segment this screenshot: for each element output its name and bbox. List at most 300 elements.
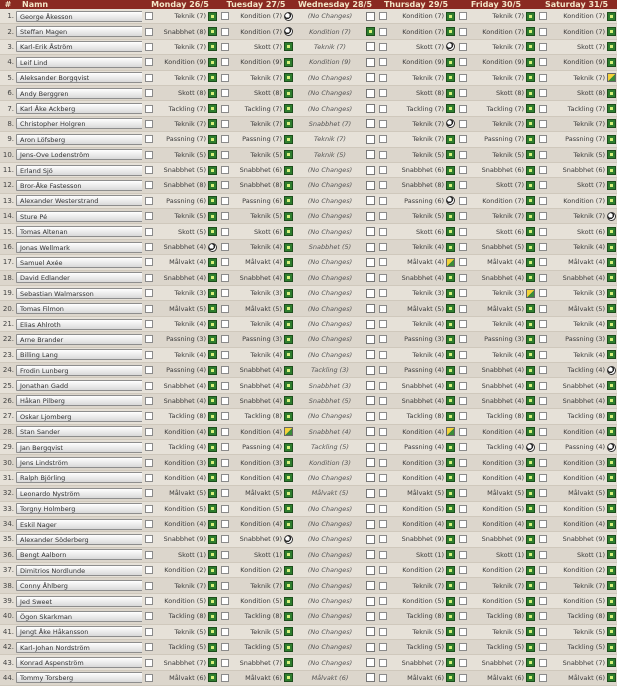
player-name-button[interactable]: Christopher Holgren (16, 118, 142, 129)
training-label[interactable]: Skott (6) (253, 227, 282, 236)
training-label[interactable]: Målvakt (5) (169, 304, 206, 313)
training-label[interactable]: Tackling (8) (406, 612, 444, 621)
training-label[interactable]: Kondition (9) (240, 58, 282, 67)
training-label[interactable]: Tackling (8) (244, 412, 282, 421)
training-checkbox[interactable] (379, 351, 387, 359)
training-checkbox[interactable] (221, 382, 229, 390)
training-pad-icon[interactable] (526, 643, 535, 652)
training-pad-icon[interactable] (284, 566, 293, 575)
training-checkbox[interactable] (379, 28, 387, 36)
training-label[interactable]: Teknik (4) (492, 350, 524, 359)
player-name-button[interactable]: Jonathan Gadd (16, 380, 142, 391)
training-label[interactable]: (No Changes) (307, 504, 353, 513)
training-label[interactable]: Teknik (3) (174, 289, 206, 298)
training-pad-icon[interactable] (607, 520, 616, 529)
training-label[interactable]: (No Changes) (307, 227, 353, 236)
training-pad-icon[interactable] (607, 658, 616, 667)
training-label[interactable]: Teknik (7) (492, 212, 524, 221)
training-pad-icon[interactable] (607, 196, 616, 205)
training-label[interactable]: (No Changes) (307, 335, 353, 344)
training-label[interactable]: Kondition (3) (563, 458, 605, 467)
player-name-button[interactable]: Torgny Holmberg (16, 503, 142, 514)
training-pad-icon[interactable] (446, 366, 455, 375)
training-checkbox[interactable] (539, 58, 547, 66)
player-name-button[interactable]: Tomas Altenan (16, 226, 142, 237)
training-checkbox[interactable] (539, 74, 547, 82)
training-checkbox[interactable] (459, 643, 467, 651)
training-label[interactable]: Skott (7) (415, 42, 444, 51)
training-checkbox[interactable] (379, 397, 387, 405)
training-pad-icon[interactable] (607, 350, 616, 359)
training-checkbox[interactable] (379, 412, 387, 420)
training-pad-icon[interactable] (446, 643, 455, 652)
training-pad-icon[interactable] (526, 42, 535, 51)
training-checkbox[interactable] (539, 166, 547, 174)
training-checkbox[interactable] (459, 566, 467, 574)
training-pad-icon[interactable] (284, 289, 293, 298)
training-pad-icon[interactable] (284, 273, 293, 282)
training-checkbox[interactable] (459, 443, 467, 451)
blank-document-icon[interactable] (366, 320, 375, 329)
training-label[interactable]: Kondition (7) (402, 27, 444, 36)
player-name-button[interactable]: Samuel Axée (16, 257, 142, 268)
training-checkbox[interactable] (459, 412, 467, 420)
training-checkbox[interactable] (539, 135, 547, 143)
training-label[interactable]: Teknik (5) (412, 627, 444, 636)
football-icon[interactable] (526, 443, 535, 452)
training-label[interactable]: Kondition (7) (563, 12, 605, 21)
training-label[interactable]: Målvakt (5) (311, 489, 349, 498)
training-label[interactable]: Kondition (4) (482, 520, 524, 529)
training-pad-icon[interactable] (607, 627, 616, 636)
training-pad-icon[interactable] (208, 489, 217, 498)
training-checkbox[interactable] (221, 274, 229, 282)
training-pad-icon[interactable] (607, 27, 616, 36)
training-checkbox[interactable] (459, 535, 467, 543)
training-checkbox[interactable] (221, 181, 229, 189)
training-pad-icon[interactable] (446, 658, 455, 667)
training-pad-icon[interactable] (446, 289, 455, 298)
football-icon[interactable] (607, 212, 616, 221)
training-label[interactable]: Passning (7) (484, 135, 524, 144)
training-checkbox[interactable] (145, 274, 153, 282)
training-checkbox[interactable] (145, 520, 153, 528)
training-checkbox[interactable] (379, 74, 387, 82)
training-label[interactable]: Snabbhet (8) (163, 27, 206, 36)
training-checkbox[interactable] (145, 535, 153, 543)
training-label[interactable]: Kondition (4) (164, 473, 206, 482)
training-checkbox[interactable] (539, 551, 547, 559)
training-pad-icon[interactable] (284, 443, 293, 452)
blank-document-icon[interactable] (366, 181, 375, 190)
training-label[interactable]: Målvakt (4) (407, 258, 444, 267)
training-label[interactable]: Kondition (2) (402, 566, 444, 575)
training-checkbox[interactable] (145, 566, 153, 574)
training-label[interactable]: Målvakt (4) (245, 258, 282, 267)
training-pad-icon[interactable] (446, 504, 455, 513)
training-label[interactable]: Skott (1) (415, 550, 444, 559)
training-label[interactable]: Teknik (5) (573, 627, 605, 636)
player-name-button[interactable]: Jens-Ove Lodenström (16, 149, 142, 160)
training-checkbox[interactable] (379, 212, 387, 220)
training-pad-icon[interactable] (446, 320, 455, 329)
training-flag-icon[interactable] (446, 427, 455, 436)
blank-document-icon[interactable] (366, 273, 375, 282)
training-pad-icon[interactable] (446, 350, 455, 359)
player-name-button[interactable]: Andy Berggren (16, 88, 142, 99)
training-checkbox[interactable] (145, 28, 153, 36)
training-checkbox[interactable] (539, 258, 547, 266)
player-name-button[interactable]: Alexander Söderberg (16, 534, 142, 545)
training-flag-icon[interactable] (446, 258, 455, 267)
training-checkbox[interactable] (221, 412, 229, 420)
training-pad-icon[interactable] (446, 381, 455, 390)
training-checkbox[interactable] (539, 443, 547, 451)
training-pad-icon[interactable] (446, 335, 455, 344)
training-label[interactable]: Målvakt (5) (568, 304, 605, 313)
training-label[interactable]: Skott (8) (415, 89, 444, 98)
training-checkbox[interactable] (145, 166, 153, 174)
training-label[interactable]: Snabbhet (4) (481, 396, 524, 405)
training-label[interactable]: Målvakt (4) (487, 258, 524, 267)
player-name-button[interactable]: Jonas Wellmark (16, 242, 142, 253)
training-checkbox[interactable] (539, 428, 547, 436)
training-label[interactable]: (No Changes) (307, 89, 353, 98)
training-checkbox[interactable] (221, 489, 229, 497)
blank-document-icon[interactable] (366, 504, 375, 513)
player-name-button[interactable]: Billing Lang (16, 349, 142, 360)
training-pad-icon[interactable] (526, 627, 535, 636)
training-pad-icon[interactable] (607, 396, 616, 405)
player-name-button[interactable]: Jens Lindström (16, 457, 142, 468)
training-checkbox[interactable] (459, 551, 467, 559)
training-checkbox[interactable] (379, 428, 387, 436)
training-pad-icon[interactable] (526, 104, 535, 113)
training-checkbox[interactable] (221, 397, 229, 405)
training-label[interactable]: Målvakt (5) (487, 489, 524, 498)
training-pad-icon[interactable] (208, 58, 217, 67)
training-label[interactable]: Skott (8) (253, 89, 282, 98)
training-label[interactable]: Snabbhet (4) (163, 243, 206, 252)
training-label[interactable]: Skott (1) (576, 550, 605, 559)
training-checkbox[interactable] (145, 105, 153, 113)
training-pad-icon[interactable] (607, 104, 616, 113)
training-pad-icon[interactable] (526, 166, 535, 175)
training-pad-icon[interactable] (284, 42, 293, 51)
training-pad-icon[interactable] (446, 535, 455, 544)
training-pad-icon[interactable] (284, 73, 293, 82)
training-pad-icon[interactable] (208, 89, 217, 98)
training-checkbox[interactable] (379, 582, 387, 590)
blank-document-icon[interactable] (366, 520, 375, 529)
training-checkbox[interactable] (539, 289, 547, 297)
football-icon[interactable] (446, 42, 455, 51)
training-label[interactable]: Snabbhet (4) (308, 427, 352, 436)
training-checkbox[interactable] (145, 120, 153, 128)
training-pad-icon[interactable] (526, 550, 535, 559)
training-pad-icon[interactable] (208, 443, 217, 452)
training-pad-icon[interactable] (284, 320, 293, 329)
football-icon[interactable] (284, 535, 293, 544)
training-label[interactable]: Teknik (5) (174, 150, 206, 159)
training-pad-icon[interactable] (208, 366, 217, 375)
player-name-button[interactable]: Aleksander Borgqvist (16, 72, 142, 83)
football-icon[interactable] (284, 12, 293, 21)
training-label[interactable]: Målvakt (4) (169, 258, 206, 267)
training-pad-icon[interactable] (446, 396, 455, 405)
training-pad-icon[interactable] (208, 104, 217, 113)
training-pad-icon[interactable] (607, 89, 616, 98)
training-checkbox[interactable] (221, 228, 229, 236)
training-label[interactable]: Teknik (4) (412, 350, 444, 359)
training-pad-icon[interactable] (366, 27, 375, 36)
training-label[interactable]: Kondition (2) (482, 566, 524, 575)
training-checkbox[interactable] (379, 659, 387, 667)
training-label[interactable]: (No Changes) (307, 212, 353, 221)
training-checkbox[interactable] (145, 243, 153, 251)
training-checkbox[interactable] (221, 135, 229, 143)
training-label[interactable]: (No Changes) (307, 612, 353, 621)
training-pad-icon[interactable] (284, 458, 293, 467)
training-label[interactable]: (No Changes) (307, 289, 353, 298)
player-name-button[interactable]: Frodin Lunberg (16, 365, 142, 376)
training-checkbox[interactable] (145, 428, 153, 436)
training-pad-icon[interactable] (208, 27, 217, 36)
blank-document-icon[interactable] (366, 427, 375, 436)
training-label[interactable]: Snabbhet (7) (239, 658, 282, 667)
training-label[interactable]: Passning (6) (404, 196, 444, 205)
training-label[interactable]: Kondition (4) (482, 427, 524, 436)
training-label[interactable]: Kondition (7) (309, 27, 351, 36)
training-label[interactable]: Skott (7) (253, 42, 282, 51)
training-pad-icon[interactable] (607, 273, 616, 282)
training-checkbox[interactable] (379, 366, 387, 374)
training-pad-icon[interactable] (208, 304, 217, 313)
training-checkbox[interactable] (379, 674, 387, 682)
training-label[interactable]: Teknik (7) (573, 119, 605, 128)
blank-document-icon[interactable] (366, 335, 375, 344)
player-name-button[interactable]: Leonardo Nyström (16, 488, 142, 499)
training-pad-icon[interactable] (526, 27, 535, 36)
training-label[interactable]: Snabbhet (6) (239, 166, 282, 175)
training-pad-icon[interactable] (607, 673, 616, 682)
training-label[interactable]: Teknik (7) (174, 73, 206, 82)
training-checkbox[interactable] (539, 474, 547, 482)
training-label[interactable]: Snabbhet (9) (481, 535, 524, 544)
training-flag-icon[interactable] (526, 289, 535, 298)
training-checkbox[interactable] (221, 58, 229, 66)
training-pad-icon[interactable] (284, 489, 293, 498)
training-pad-icon[interactable] (284, 504, 293, 513)
training-checkbox[interactable] (539, 659, 547, 667)
blank-document-icon[interactable] (366, 597, 375, 606)
training-label[interactable]: Teknik (3) (412, 289, 444, 298)
training-label[interactable]: Teknik (7) (314, 42, 346, 51)
training-pad-icon[interactable] (446, 273, 455, 282)
training-checkbox[interactable] (379, 612, 387, 620)
training-label[interactable]: Teknik (4) (412, 243, 444, 252)
training-label[interactable]: Tackling (8) (486, 412, 524, 421)
training-pad-icon[interactable] (607, 181, 616, 190)
training-flag-icon[interactable] (284, 427, 293, 436)
training-checkbox[interactable] (221, 258, 229, 266)
training-pad-icon[interactable] (208, 550, 217, 559)
training-pad-icon[interactable] (526, 212, 535, 221)
training-checkbox[interactable] (379, 566, 387, 574)
player-name-button[interactable]: Arne Brander (16, 334, 142, 345)
training-label[interactable]: Teknik (7) (412, 581, 444, 590)
training-checkbox[interactable] (539, 489, 547, 497)
training-checkbox[interactable] (539, 643, 547, 651)
training-label[interactable]: Snabbhet (4) (401, 396, 444, 405)
training-label[interactable]: Kondition (5) (402, 597, 444, 606)
training-checkbox[interactable] (539, 335, 547, 343)
training-label[interactable]: (No Changes) (307, 627, 353, 636)
training-pad-icon[interactable] (446, 473, 455, 482)
training-label[interactable]: Snabbhet (4) (481, 381, 524, 390)
training-label[interactable]: Målvakt (6) (568, 673, 605, 682)
training-label[interactable]: (No Changes) (307, 550, 353, 559)
training-checkbox[interactable] (539, 505, 547, 513)
training-pad-icon[interactable] (208, 381, 217, 390)
training-checkbox[interactable] (459, 105, 467, 113)
training-pad-icon[interactable] (607, 412, 616, 421)
training-checkbox[interactable] (221, 551, 229, 559)
training-checkbox[interactable] (221, 197, 229, 205)
training-label[interactable]: Kondition (9) (482, 58, 524, 67)
training-checkbox[interactable] (221, 243, 229, 251)
training-label[interactable]: Snabbhet (4) (163, 381, 206, 390)
training-pad-icon[interactable] (446, 73, 455, 82)
training-checkbox[interactable] (145, 459, 153, 467)
training-pad-icon[interactable] (607, 535, 616, 544)
training-label[interactable]: Skott (1) (253, 550, 282, 559)
training-checkbox[interactable] (539, 520, 547, 528)
training-pad-icon[interactable] (607, 335, 616, 344)
training-label[interactable]: Snabbhet (4) (562, 381, 605, 390)
training-checkbox[interactable] (539, 197, 547, 205)
training-label[interactable]: Kondition (5) (240, 597, 282, 606)
training-checkbox[interactable] (221, 212, 229, 220)
training-label[interactable]: Snabbhet (4) (401, 381, 444, 390)
training-pad-icon[interactable] (284, 473, 293, 482)
training-label[interactable]: Målvakt (6) (169, 673, 206, 682)
training-checkbox[interactable] (379, 258, 387, 266)
training-checkbox[interactable] (459, 43, 467, 51)
training-label[interactable]: Teknik (7) (573, 212, 605, 221)
training-pad-icon[interactable] (607, 504, 616, 513)
training-checkbox[interactable] (221, 335, 229, 343)
training-label[interactable]: Tackling (8) (168, 412, 206, 421)
training-pad-icon[interactable] (208, 504, 217, 513)
training-checkbox[interactable] (145, 397, 153, 405)
training-checkbox[interactable] (221, 643, 229, 651)
training-pad-icon[interactable] (446, 627, 455, 636)
training-checkbox[interactable] (221, 628, 229, 636)
training-pad-icon[interactable] (526, 396, 535, 405)
training-label[interactable]: Teknik (3) (573, 289, 605, 298)
training-pad-icon[interactable] (446, 27, 455, 36)
training-checkbox[interactable] (459, 335, 467, 343)
training-pad-icon[interactable] (526, 520, 535, 529)
training-checkbox[interactable] (459, 474, 467, 482)
training-checkbox[interactable] (379, 228, 387, 236)
training-checkbox[interactable] (459, 612, 467, 620)
training-pad-icon[interactable] (607, 597, 616, 606)
training-label[interactable]: Teknik (3) (492, 289, 524, 298)
training-checkbox[interactable] (379, 520, 387, 528)
training-pad-icon[interactable] (607, 227, 616, 236)
training-label[interactable]: Teknik (7) (573, 581, 605, 590)
training-checkbox[interactable] (459, 628, 467, 636)
blank-document-icon[interactable] (366, 243, 375, 252)
training-pad-icon[interactable] (208, 227, 217, 236)
training-pad-icon[interactable] (526, 335, 535, 344)
training-checkbox[interactable] (379, 12, 387, 20)
training-pad-icon[interactable] (208, 150, 217, 159)
training-pad-icon[interactable] (284, 396, 293, 405)
training-label[interactable]: (No Changes) (307, 535, 353, 544)
blank-document-icon[interactable] (366, 135, 375, 144)
blank-document-icon[interactable] (366, 550, 375, 559)
training-label[interactable]: Teknik (5) (174, 627, 206, 636)
training-pad-icon[interactable] (208, 627, 217, 636)
training-pad-icon[interactable] (284, 166, 293, 175)
training-pad-icon[interactable] (526, 366, 535, 375)
training-pad-icon[interactable] (446, 612, 455, 621)
training-pad-icon[interactable] (446, 412, 455, 421)
training-label[interactable]: Passning (3) (484, 335, 524, 344)
training-pad-icon[interactable] (526, 473, 535, 482)
player-name-button[interactable]: Ralph Björling (16, 472, 142, 483)
player-name-button[interactable]: Bror-Åke Fastesson (16, 180, 142, 191)
training-pad-icon[interactable] (526, 320, 535, 329)
training-checkbox[interactable] (221, 520, 229, 528)
training-label[interactable]: Kondition (7) (563, 196, 605, 205)
training-checkbox[interactable] (145, 89, 153, 97)
training-label[interactable]: Skott (6) (495, 227, 524, 236)
player-name-button[interactable]: Stan Sander (16, 426, 142, 437)
training-checkbox[interactable] (145, 382, 153, 390)
training-label[interactable]: Skott (1) (177, 550, 206, 559)
football-icon[interactable] (446, 196, 455, 205)
player-name-button[interactable]: Jan Bergqvist (16, 442, 142, 453)
blank-document-icon[interactable] (366, 443, 375, 452)
training-pad-icon[interactable] (284, 181, 293, 190)
training-checkbox[interactable] (221, 151, 229, 159)
training-pad-icon[interactable] (526, 350, 535, 359)
training-checkbox[interactable] (379, 305, 387, 313)
training-pad-icon[interactable] (526, 673, 535, 682)
training-label[interactable]: Tackling (8) (567, 412, 605, 421)
training-checkbox[interactable] (145, 335, 153, 343)
training-label[interactable]: Snabbhet (4) (163, 273, 206, 282)
training-checkbox[interactable] (539, 351, 547, 359)
blank-document-icon[interactable] (366, 366, 375, 375)
training-label[interactable]: (No Changes) (307, 597, 353, 606)
training-pad-icon[interactable] (284, 381, 293, 390)
training-pad-icon[interactable] (284, 612, 293, 621)
training-pad-icon[interactable] (446, 304, 455, 313)
training-checkbox[interactable] (145, 489, 153, 497)
training-checkbox[interactable] (459, 243, 467, 251)
training-label[interactable]: Teknik (5) (250, 212, 282, 221)
training-label[interactable]: Kondition (4) (402, 427, 444, 436)
training-pad-icon[interactable] (446, 212, 455, 221)
training-checkbox[interactable] (459, 12, 467, 20)
blank-document-icon[interactable] (366, 381, 375, 390)
training-label[interactable]: Teknik (4) (573, 243, 605, 252)
